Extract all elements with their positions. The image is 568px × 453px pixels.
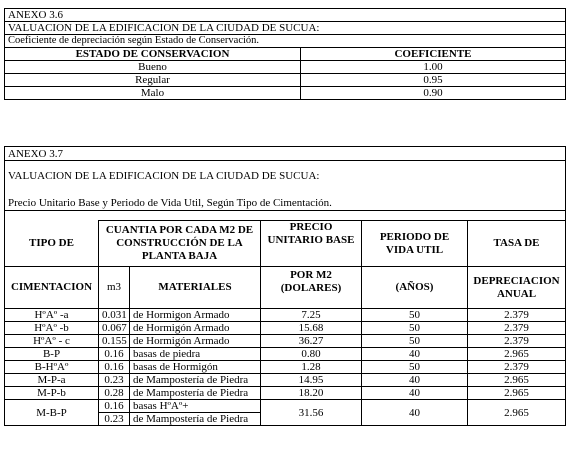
m3-cell: 0.031 <box>99 309 130 322</box>
coef-cell: 0.90 <box>301 87 566 100</box>
precio-cell: 31.56 <box>261 400 362 426</box>
periodo-cell: 50 <box>362 309 468 322</box>
tipo-cell: M-P-b <box>5 387 99 400</box>
tasa-cell: 2.379 <box>468 322 566 335</box>
periodo-cell: 40 <box>362 400 468 426</box>
material-cell: basas de Hormigón <box>130 361 261 374</box>
tipo-cell: B-P <box>5 348 99 361</box>
material-cell: basas HºAº+ <box>130 400 261 413</box>
material-cell: de Hormigón Armado <box>130 322 261 335</box>
header-tasa-de: TASA DE <box>468 221 566 267</box>
header-anos: (AÑOS) <box>362 267 468 309</box>
periodo-cell: 40 <box>362 348 468 361</box>
estado-cell: Malo <box>5 87 301 100</box>
annex-3-6-title: VALUACION DE LA EDIFICACION DE LA CIUDAD DE SUCUA: <box>5 22 566 35</box>
tasa-cell: 2.965 <box>468 400 566 426</box>
tasa-cell: 2.379 <box>468 335 566 348</box>
annex-3-7-label: ANEXO 3.7 <box>5 147 566 161</box>
estado-cell: Regular <box>5 74 301 87</box>
m3-cell: 0.067 <box>99 322 130 335</box>
material-cell: basas de piedra <box>130 348 261 361</box>
table-row <box>5 348 566 361</box>
material-cell: de Mampostería de Piedra <box>130 413 261 426</box>
table-row <box>5 74 566 87</box>
coef-cell: 1.00 <box>301 61 566 74</box>
header-coeficiente: COEFICIENTE <box>301 48 566 61</box>
tipo-cell: M-P-a <box>5 374 99 387</box>
tipo-cell: HºAº -b <box>5 322 99 335</box>
coef-cell: 0.95 <box>301 74 566 87</box>
tipo-cell: B-HºAº <box>5 361 99 374</box>
m3-cell: 0.16 <box>99 348 130 361</box>
periodo-cell: 50 <box>362 322 468 335</box>
table-row <box>5 87 566 100</box>
precio-cell: 15.68 <box>261 322 362 335</box>
tasa-cell: 2.379 <box>468 361 566 374</box>
estado-cell: Bueno <box>5 61 301 74</box>
material-cell: de Mampostería de Piedra <box>130 374 261 387</box>
m3-cell: 0.23 <box>99 374 130 387</box>
header-periodo: PERIODO DE VIDA UTIL <box>362 221 468 267</box>
header-materiales: MATERIALES <box>130 267 261 309</box>
table-row <box>5 335 566 348</box>
header-por-m2: POR M2 (DOLARES) <box>261 267 362 309</box>
header-depreciacion: DEPRECIACION ANUAL <box>468 267 566 309</box>
material-cell: de Hormigón Armado <box>130 335 261 348</box>
table-row <box>5 61 566 74</box>
header-cimentacion: CIMENTACION <box>5 267 99 309</box>
tasa-cell: 2.965 <box>468 348 566 361</box>
table-row <box>5 387 566 400</box>
precio-cell: 7.25 <box>261 309 362 322</box>
precio-cell: 36.27 <box>261 335 362 348</box>
annex-3-6-subtitle: Coeficiente de depreciación según Estado de Conservación. <box>5 35 566 48</box>
material-cell: de Hormigon Armado <box>130 309 261 322</box>
header-estado: ESTADO DE CONSERVACION <box>5 48 301 61</box>
tipo-cell: HºAº -a <box>5 309 99 322</box>
table-row <box>5 322 566 335</box>
header-precio: PRECIO UNITARIO BASE <box>261 221 362 267</box>
header-m3: m3 <box>99 267 130 309</box>
m3-cell: 0.23 <box>99 413 130 426</box>
table-row <box>5 361 566 374</box>
periodo-cell: 40 <box>362 374 468 387</box>
annex-3-7-table <box>4 146 566 426</box>
periodo-cell: 40 <box>362 387 468 400</box>
table-row <box>5 309 566 322</box>
precio-cell: 0.80 <box>261 348 362 361</box>
m3-cell: 0.16 <box>99 361 130 374</box>
periodo-cell: 50 <box>362 335 468 348</box>
periodo-cell: 50 <box>362 361 468 374</box>
tasa-cell: 2.379 <box>468 309 566 322</box>
table-row <box>5 374 566 387</box>
material-cell: de Mampostería de Piedra <box>130 387 261 400</box>
precio-cell: 18.20 <box>261 387 362 400</box>
tipo-cell: M-B-P <box>5 400 99 426</box>
annex-3-6-table <box>4 8 566 100</box>
m3-cell: 0.28 <box>99 387 130 400</box>
annex-3-7-title: VALUACION DE LA EDIFICACION DE LA CIUDAD DE SUCUA: <box>5 169 566 183</box>
precio-cell: 1.28 <box>261 361 362 374</box>
m3-cell: 0.16 <box>99 400 130 413</box>
tipo-cell: HºAº - c <box>5 335 99 348</box>
precio-cell: 14.95 <box>261 374 362 387</box>
m3-cell: 0.155 <box>99 335 130 348</box>
table-row <box>5 400 566 413</box>
annex-3-7-subtitle: Precio Unitario Base y Periodo de Vida Util, Según Tipo de Cimentación. <box>5 197 566 211</box>
tasa-cell: 2.965 <box>468 374 566 387</box>
tasa-cell: 2.965 <box>468 387 566 400</box>
annex-3-6-label: ANEXO 3.6 <box>5 9 566 22</box>
header-tipo-de: TIPO DE <box>5 221 99 267</box>
header-cuantia: CUANTIA POR CADA M2 DE CONSTRUCCIÓN DE LA PLANTA BAJA <box>99 221 261 267</box>
